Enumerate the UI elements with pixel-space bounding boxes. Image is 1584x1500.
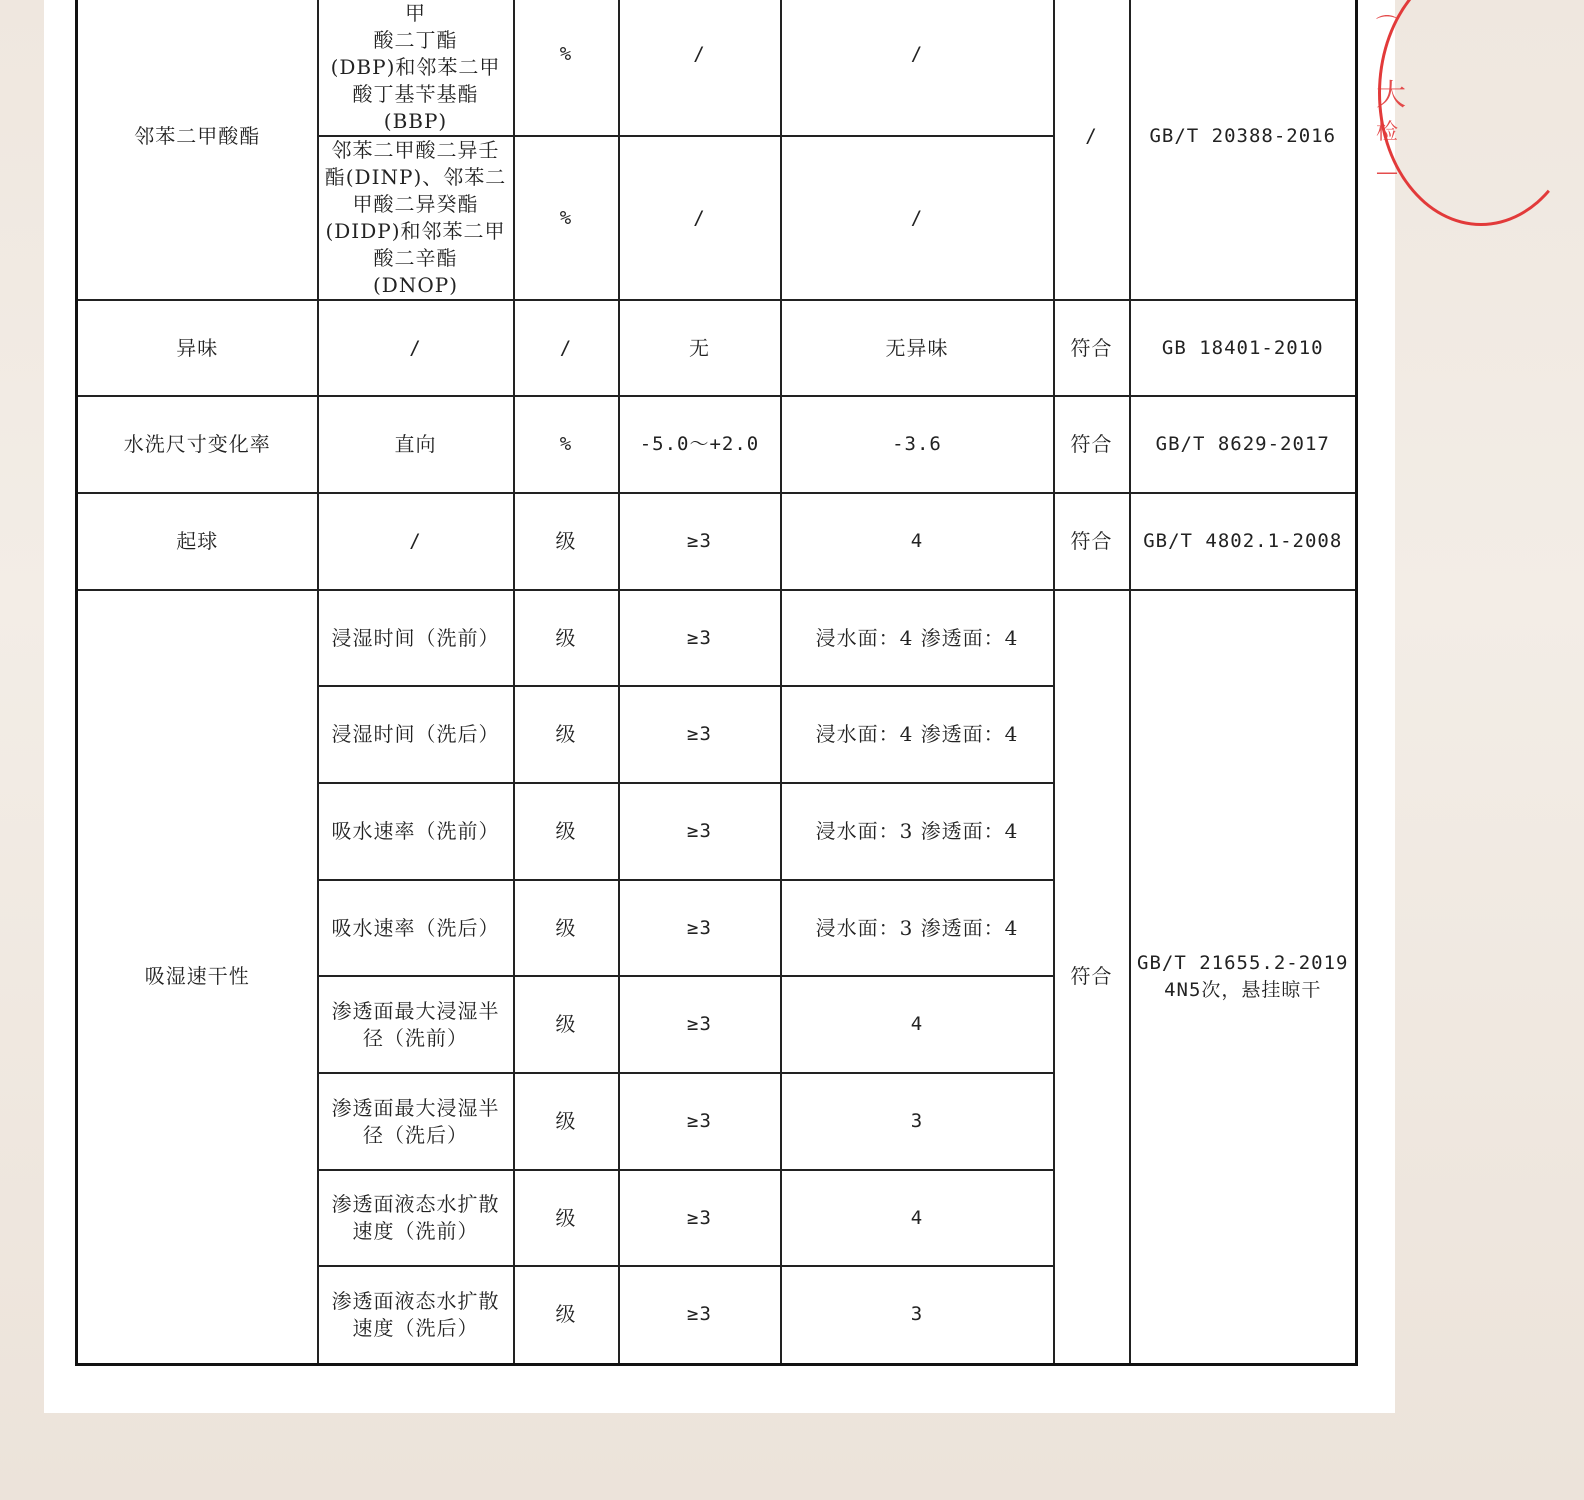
requirement-cell: ≥3 xyxy=(619,976,781,1073)
unit-cell: 级 xyxy=(514,590,619,686)
requirement-cell: ≥3 xyxy=(619,686,781,783)
item-cell: 异味 xyxy=(77,300,318,396)
judgement-cell: 符合 xyxy=(1054,590,1130,1364)
requirement-cell: / xyxy=(619,0,781,136)
requirement-cell: ≥3 xyxy=(619,880,781,976)
table-row-wash-size xyxy=(77,396,1357,493)
result-cell: 浸水面：4 渗透面：4 xyxy=(781,686,1054,783)
item-cell: 水洗尺寸变化率 xyxy=(77,396,318,493)
desc-cell: 吸水速率（洗前） xyxy=(318,783,514,880)
seal-glyph: 检 xyxy=(1376,120,1399,145)
result-cell: 3 xyxy=(781,1266,1054,1364)
unit-cell: / xyxy=(514,300,619,396)
desc-cell: / xyxy=(318,300,514,396)
desc-cell: 吸水速率（洗后） xyxy=(318,880,514,976)
item-cell: 邻苯二甲酸酯 xyxy=(77,0,318,300)
judgement-cell: / xyxy=(1054,0,1130,300)
unit-cell: % xyxy=(514,0,619,136)
requirement-cell: ≥3 xyxy=(619,493,781,590)
unit-cell: 级 xyxy=(514,783,619,880)
desc-cell: 甲 酸二丁酯 (DBP)和邻苯二甲 酸丁基苄基酯 (BBP) xyxy=(318,0,514,136)
unit-cell: % xyxy=(514,136,619,300)
item-cell: 起球 xyxy=(77,493,318,590)
standard-cell: GB 18401-2010 xyxy=(1130,300,1357,396)
seal-glyph: — xyxy=(1376,160,1398,185)
table-row-phthalate-1 xyxy=(77,0,1357,136)
result-cell: 4 xyxy=(781,1170,1054,1266)
unit-cell: 级 xyxy=(514,1073,619,1170)
item-cell: 吸湿速干性 xyxy=(77,590,318,1364)
judgement-cell: 符合 xyxy=(1054,396,1130,493)
requirement-cell: ≥3 xyxy=(619,783,781,880)
requirement-cell: ≥3 xyxy=(619,590,781,686)
result-cell: 浸水面：3 渗透面：4 xyxy=(781,880,1054,976)
seal-stamp xyxy=(1372,0,1406,220)
table-row-pilling xyxy=(77,493,1357,590)
desc-cell: 浸湿时间（洗后） xyxy=(318,686,514,783)
requirement-cell: ≥3 xyxy=(619,1266,781,1364)
result-cell: 浸水面：4 渗透面：4 xyxy=(781,590,1054,686)
unit-cell: 级 xyxy=(514,493,619,590)
requirement-cell: ≥3 xyxy=(619,1073,781,1170)
requirement-cell: / xyxy=(619,136,781,300)
desc-cell: 渗透面最大浸湿半 径（洗后） xyxy=(318,1073,514,1170)
desc-cell: 邻苯二甲酸二异壬 酯(DINP)、邻苯二 甲酸二异癸酯 (DIDP)和邻苯二甲 酸二辛酯 (DNOP) xyxy=(318,136,514,300)
result-cell: / xyxy=(781,0,1054,136)
result-cell: 浸水面：3 渗透面：4 xyxy=(781,783,1054,880)
unit-cell: 级 xyxy=(514,880,619,976)
standard-cell: GB/T 20388-2016 xyxy=(1130,0,1357,300)
standard-cell: GB/T 4802.1-2008 xyxy=(1130,493,1357,590)
requirement-cell: -5.0～+2.0 xyxy=(619,396,781,493)
table-row-moisture xyxy=(77,590,1357,686)
desc-cell: 浸湿时间（洗前） xyxy=(318,590,514,686)
seal-glyph: ⌒ xyxy=(1376,15,1399,40)
judgement-cell: 符合 xyxy=(1054,300,1130,396)
desc-cell: 渗透面液态水扩散 速度（洗前） xyxy=(318,1170,514,1266)
desc-cell: 渗透面最大浸湿半 径（洗前） xyxy=(318,976,514,1073)
table-row-odor xyxy=(77,300,1357,396)
requirement-cell: 无 xyxy=(619,300,781,396)
judgement-cell: 符合 xyxy=(1054,493,1130,590)
test-report-table xyxy=(75,0,1358,1366)
standard-cell: GB/T 8629-2017 xyxy=(1130,396,1357,493)
result-cell: / xyxy=(781,136,1054,300)
result-cell: 4 xyxy=(781,493,1054,590)
unit-cell: % xyxy=(514,396,619,493)
seal-glyph: 大 xyxy=(1376,78,1406,113)
unit-cell: 级 xyxy=(514,1170,619,1266)
standard-cell: GB/T 21655.2-2019 4N5次，悬挂晾干 xyxy=(1130,590,1357,1364)
desc-cell: 渗透面液态水扩散 速度（洗后） xyxy=(318,1266,514,1364)
unit-cell: 级 xyxy=(514,686,619,783)
requirement-cell: ≥3 xyxy=(619,1170,781,1266)
result-cell: -3.6 xyxy=(781,396,1054,493)
unit-cell: 级 xyxy=(514,976,619,1073)
desc-cell: 直向 xyxy=(318,396,514,493)
desc-cell: / xyxy=(318,493,514,590)
seal-ring xyxy=(1378,0,1584,226)
result-cell: 3 xyxy=(781,1073,1054,1170)
result-cell: 无异味 xyxy=(781,300,1054,396)
unit-cell: 级 xyxy=(514,1266,619,1364)
result-cell: 4 xyxy=(781,976,1054,1073)
